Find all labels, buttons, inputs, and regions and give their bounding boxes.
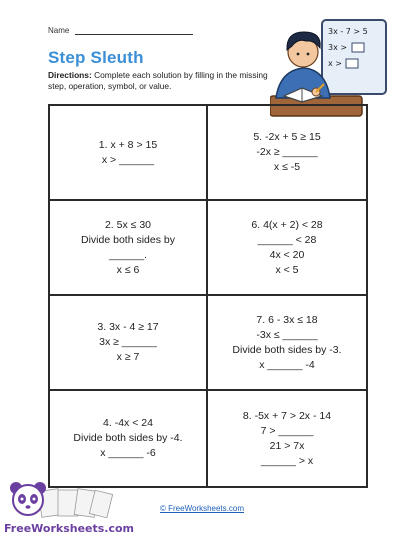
name-label: Name	[48, 26, 70, 35]
problem-3-line-2[interactable]: 3x ≥ ______	[99, 336, 157, 348]
problem-2	[50, 201, 208, 296]
problem-5	[208, 106, 366, 201]
problem-6-line-2[interactable]: ______ < 28	[257, 233, 317, 246]
directions	[48, 70, 268, 91]
problem-7-line-1: 7. 6 - 3x ≤ 18	[256, 313, 318, 326]
problem-6-line-3: 4x < 20	[269, 248, 305, 261]
problem-5-line-3: x ≤ -5	[273, 161, 301, 173]
logo-text: FreeWorksheets.com	[4, 522, 135, 535]
problem-8-line-2[interactable]: 7 > ______	[260, 424, 314, 437]
problem-1	[50, 106, 208, 201]
problem-7-line-2[interactable]: -3x ≤ ______	[256, 328, 318, 341]
name-blank-line[interactable]	[75, 26, 193, 35]
directions-label: Directions:	[48, 70, 92, 80]
board-line-3: x >	[328, 59, 342, 68]
board-line-1: 3x - 7 > 5	[328, 27, 368, 36]
problem-2-line-4: x ≤ 6	[116, 263, 140, 276]
problem-2-line-1: 2. 5x ≤ 30	[104, 218, 152, 231]
problem-8-line-3: 21 > 7x	[269, 439, 305, 452]
problem-3	[50, 296, 208, 391]
problem-6-line-1: 6. 4(x + 2) < 28	[251, 218, 323, 231]
problem-4-line-3[interactable]: x ______ -6	[100, 447, 156, 459]
problem-1-line-2[interactable]: x > ______	[101, 153, 155, 166]
problem-2-line-2: Divide both sides by	[81, 233, 175, 246]
problem-7-line-3: Divide both sides by -3.	[232, 343, 342, 356]
problem-8-line-1: 8. -5x + 7 > 2x - 14	[242, 409, 332, 422]
copyright-link[interactable]: © FreeWorksheets.com	[160, 504, 244, 513]
problem-grid	[48, 104, 368, 488]
problem-8	[208, 391, 366, 486]
name-field[interactable]	[48, 26, 193, 35]
worksheet-title: Step Sleuth	[48, 48, 144, 67]
board-line-2: 3x >	[328, 43, 348, 52]
directions-text: Complete each solution by filling in the missing step, operation, symbol, or value.	[48, 70, 268, 91]
problem-8-line-4[interactable]: ______ > x	[260, 454, 314, 467]
problem-7-line-4[interactable]: x ______ -4	[259, 358, 315, 371]
problem-4-line-1: 4. -4x < 24	[103, 417, 153, 429]
problem-2-line-3[interactable]: ______.	[109, 248, 147, 261]
problem-3-line-1: 3. 3x - 4 ≥ 17	[97, 321, 159, 333]
problem-5-line-1: 5. -2x + 5 ≥ 15	[253, 131, 321, 143]
problem-6-line-4: x < 5	[275, 263, 299, 276]
problem-3-line-3: x ≥ 7	[116, 351, 140, 363]
problem-6	[208, 201, 366, 296]
problem-1-line-1: 1. x + 8 > 15	[98, 138, 158, 151]
problem-4-line-2: Divide both sides by -4.	[73, 432, 183, 444]
problem-5-line-2[interactable]: -2x ≥ ______	[256, 146, 318, 158]
problem-7	[208, 296, 366, 391]
